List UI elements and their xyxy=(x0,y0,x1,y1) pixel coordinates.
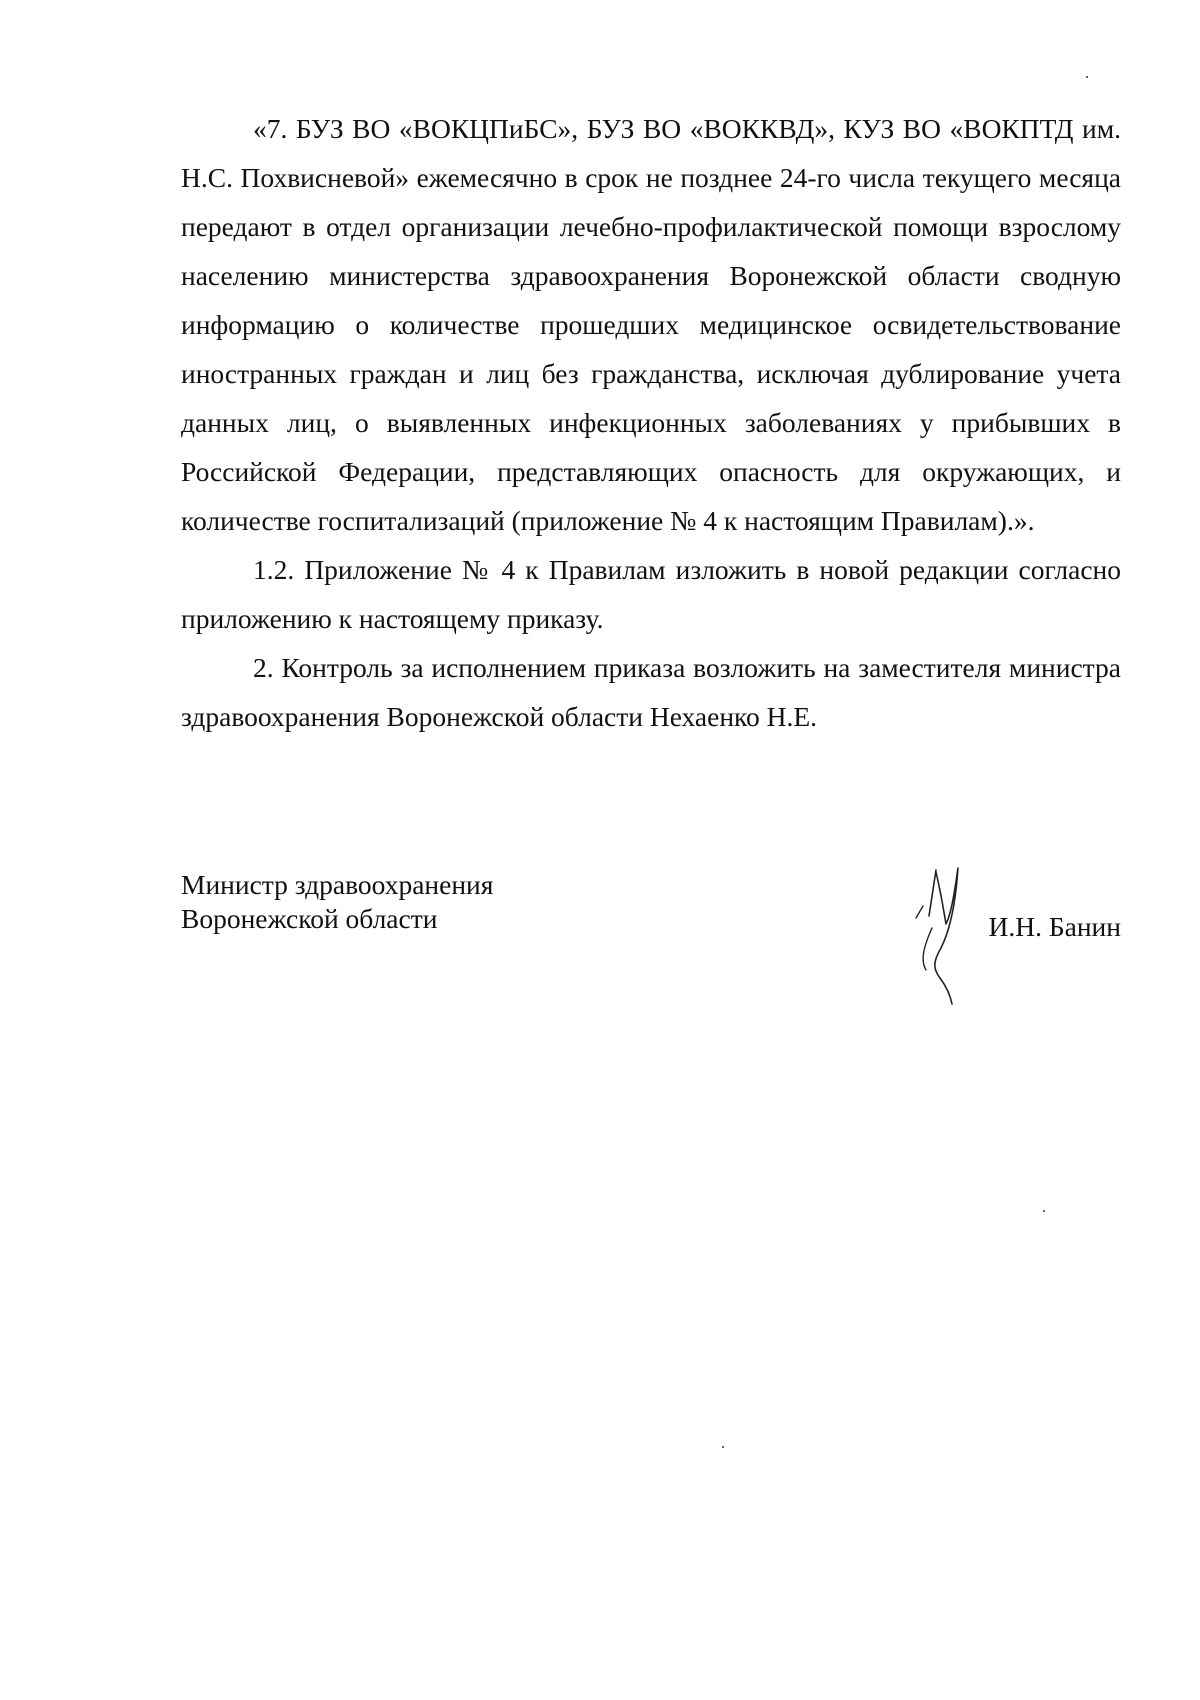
document-body xyxy=(181,104,1121,741)
scan-speck xyxy=(1086,76,1088,78)
handwritten-signature-icon xyxy=(896,858,986,1008)
paragraph-item-1-2: 1.2. Приложение № 4 к Правилам изложить в новой редакции согласно приложению к настоящему приказу. xyxy=(181,554,1121,634)
signer-title-line-2: Воронежской области xyxy=(181,903,438,934)
signature-block xyxy=(181,868,1121,1008)
scan-speck xyxy=(1043,1210,1045,1212)
signer-name: И.Н. Банин xyxy=(988,911,1121,942)
paragraph-item-7: «7. БУЗ ВО «ВОКЦПиБС», БУЗ ВО «ВОККВД», КУЗ ВО «ВОКПТД им. Н.С. Похвисневой» ежемесячно в срок не позднее 24-го числа текущего месяца передают в отдел организации лечебно-профилактической помощи взрослому населению министерства здравоохранения Воронежской области сводную информацию о количестве прошедших медицинское освидетельствование иностранных граждан и лиц без гражданства, исключая дублирование учета данных лиц, о выявленных инфекционных заболеваниях у прибывших в Российской Федерации, представляющих опасность для окружающих, и количестве госпитализаций (приложение № 4 к настоящим Правилам).». xyxy=(181,113,1121,536)
signer-title-line-1: Министр здравоохранения xyxy=(181,869,494,900)
paragraph-item-2: 2. Контроль за исполнением приказа возложить на заместителя министра здравоохранения Воронежской области Нехаенко Н.Е. xyxy=(181,652,1121,732)
signer-title xyxy=(181,868,493,936)
scan-speck xyxy=(722,1446,724,1448)
